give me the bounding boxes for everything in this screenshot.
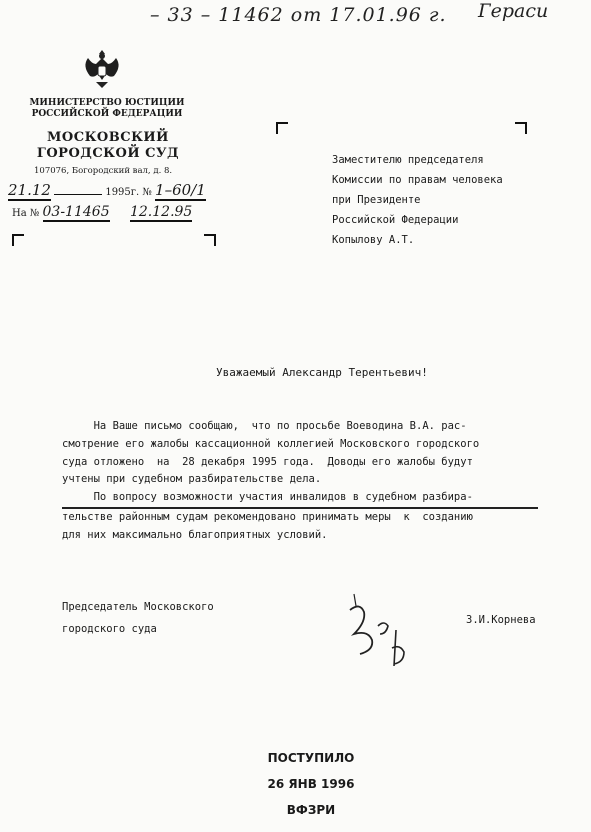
addressee-line: Копылову А.Т. (332, 234, 415, 246)
corner-mark-top-left (276, 122, 288, 134)
addressee-line: Российской Федерации (332, 214, 459, 226)
corner-mark-top-right (515, 122, 527, 134)
printed-year: 1995 (105, 187, 131, 198)
stamp-line-received: ПОСТУПИЛО (267, 751, 355, 765)
body-line: учтены при судебном разбирательстве дела. (62, 473, 322, 486)
reference-prefix: На № (12, 208, 40, 219)
body-line: для них максимально благоприятных условий. (62, 528, 328, 541)
ministry-line-1: МИНИСТЕРСТВО ЮСТИЦИИ (29, 98, 185, 108)
handwritten-name-note: Гераси (478, 0, 549, 22)
ministry-header (28, 98, 186, 120)
corner-mark-left-bracket (12, 234, 24, 246)
salutation: Уважаемый Александр Терентьевич! (216, 366, 428, 379)
body-line: На Ваше письмо сообщаю, что по просьбе Воеводина В.А. рас- (62, 420, 467, 432)
handwritten-date: 21.12 (8, 181, 51, 199)
body-line: По вопросу возможности участия инвалидов в судебном разбира- (62, 489, 538, 509)
stamp-line-date: 26 ЯНВ 1996 (267, 777, 355, 791)
year-suffix: г. № (130, 187, 152, 198)
addressee-block (332, 150, 503, 250)
court-address: 107076, Богородский вал, д. 8. (34, 166, 173, 176)
ministry-line-2: РОССИЙСКОЙ ФЕДЕРАЦИИ (31, 109, 183, 119)
signatory-name: З.И.Корнева (466, 614, 536, 626)
court-header (28, 130, 188, 162)
court-line-2: ГОРОДСКОЙ СУД (36, 146, 180, 161)
signatory-title-line-1: Председатель Московского (62, 601, 214, 613)
addressee-line: при Президенте (332, 194, 421, 206)
received-stamp (266, 745, 356, 823)
handwritten-outgoing-number: 1–60/1 (155, 181, 206, 199)
handwritten-reference-date: 12.12.95 (129, 204, 193, 220)
outgoing-date-row (8, 181, 206, 199)
addressee-line: Заместителю председателя (332, 154, 484, 166)
court-line-1: МОСКОВСКИЙ (47, 130, 169, 145)
handwritten-signature (330, 590, 430, 680)
eagle-emblem-icon (78, 44, 126, 92)
handwritten-reference-number: 03-11465 (42, 204, 110, 220)
signatory-title-line-2: городского суда (62, 623, 157, 635)
letter-body (62, 418, 582, 545)
reference-row (12, 204, 192, 220)
body-line: смотрение его жалобы кассационной коллегией Московского городского (62, 437, 480, 450)
body-line: суда отложено на 28 декабря 1995 года. Доводы его жалобы будут (62, 455, 473, 468)
stamp-line-org: ВФЗРИ (286, 803, 336, 817)
addressee-line: Комиссии по правам человека (332, 174, 503, 186)
handwritten-registration-note: – 33 – 11462 от 17.01.96 г. (150, 4, 447, 26)
corner-mark-right-bracket (204, 234, 216, 246)
body-line: тельстве районным судам рекомендовано принимать меры к созданию (62, 510, 473, 523)
signatory-title (62, 596, 214, 640)
